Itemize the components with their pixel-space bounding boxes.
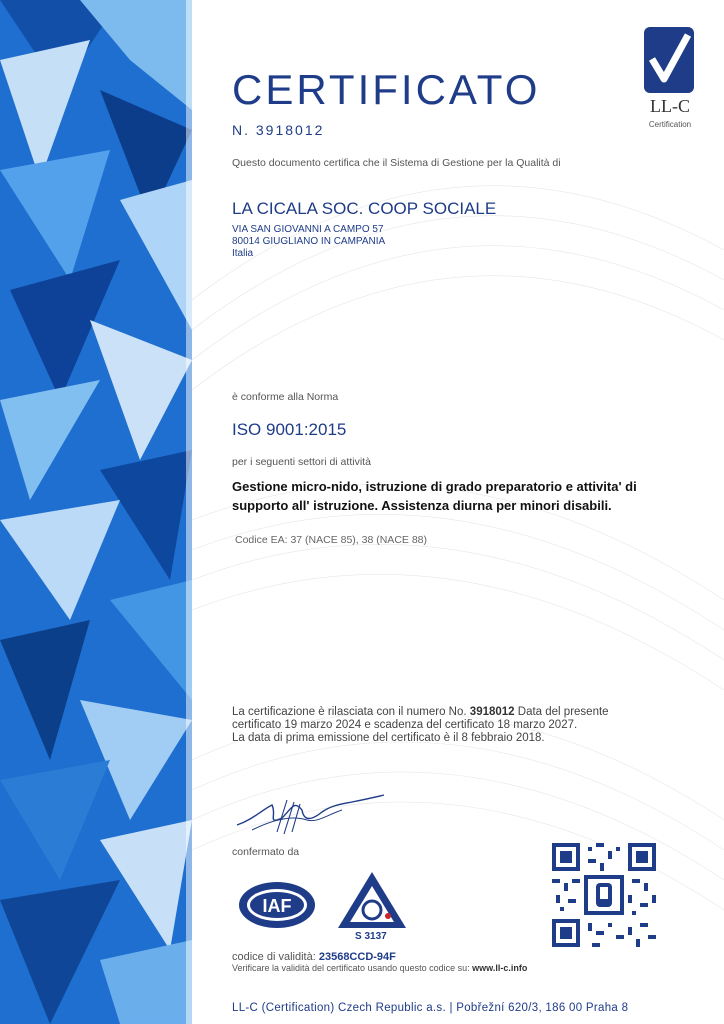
- confirmed-by-label: confermato da: [232, 846, 300, 858]
- validation-code: 23568CCD-94F: [318, 951, 396, 963]
- certificate-title: CERTIFICATO: [232, 66, 541, 113]
- issuance-number: 3918012: [469, 706, 515, 718]
- validation-code-line: [232, 951, 396, 963]
- footer-address: LL-C (Certification) Czech Republic a.s. | Pobřežní 620/3, 186 00 Praha 8: [232, 1002, 629, 1014]
- qr-code-icon[interactable]: [552, 843, 656, 947]
- issuance-statement: [232, 706, 652, 745]
- verify-line: [232, 963, 527, 973]
- signature-icon: [232, 790, 392, 840]
- issuance-line1-suffix: Data del presente: [517, 706, 609, 718]
- checkmark-logo-icon: [644, 27, 694, 93]
- scope-text: Gestione micro-nido, istruzione di grado preparatorio e attivita' di supporto all' istruzione. Assistenza diurna per minori disabili.: [232, 479, 637, 513]
- address-country: Italia: [232, 248, 254, 259]
- accreditation-body-label: S 3137: [355, 931, 387, 942]
- abstract-pattern: [0, 0, 192, 1024]
- intro-text: Questo documento certifica che il Sistema di Gestione per la Qualità di: [232, 157, 561, 169]
- logo-text: LL-C: [650, 96, 690, 116]
- accreditation-body-icon: [336, 870, 408, 930]
- conformity-intro: è conforme alla Norma: [232, 391, 339, 403]
- logo-subtitle: Certification: [648, 120, 692, 129]
- issuance-line2: certificato 19 marzo 2024 e scadenza del certificato 18 marzo 2027.: [232, 719, 578, 731]
- ea-code: Codice EA: 37 (NACE 85), 38 (NACE 88): [235, 534, 427, 546]
- organization-name: LA CICALA SOC. COOP SOCIALE: [232, 199, 497, 218]
- decorative-sidebar: [0, 0, 192, 1024]
- iaf-badge-icon: [238, 881, 316, 929]
- iaf-text: IAF: [262, 896, 292, 916]
- issuance-prefix: La certificazione è rilasciata con il numero No.: [232, 706, 467, 718]
- sectors-intro: per i seguenti settori di attività: [232, 456, 371, 468]
- verify-link[interactable]: www.ll-c.info: [472, 963, 528, 973]
- standard-name: ISO 9001:2015: [232, 420, 347, 439]
- verify-text: Verificare la validità del certificato usando questo codice su:: [232, 963, 470, 973]
- address-line-2: 80014 GIUGLIANO IN CAMPANIA: [232, 236, 386, 247]
- certificate-number: N. 3918012: [232, 122, 325, 138]
- issuance-line3: La data di prima emissione del certificato è il 8 febbraio 2018.: [232, 732, 545, 744]
- validation-label: codice di validità:: [232, 951, 316, 963]
- address-line-1: VIA SAN GIOVANNI A CAMPO 57: [232, 224, 384, 235]
